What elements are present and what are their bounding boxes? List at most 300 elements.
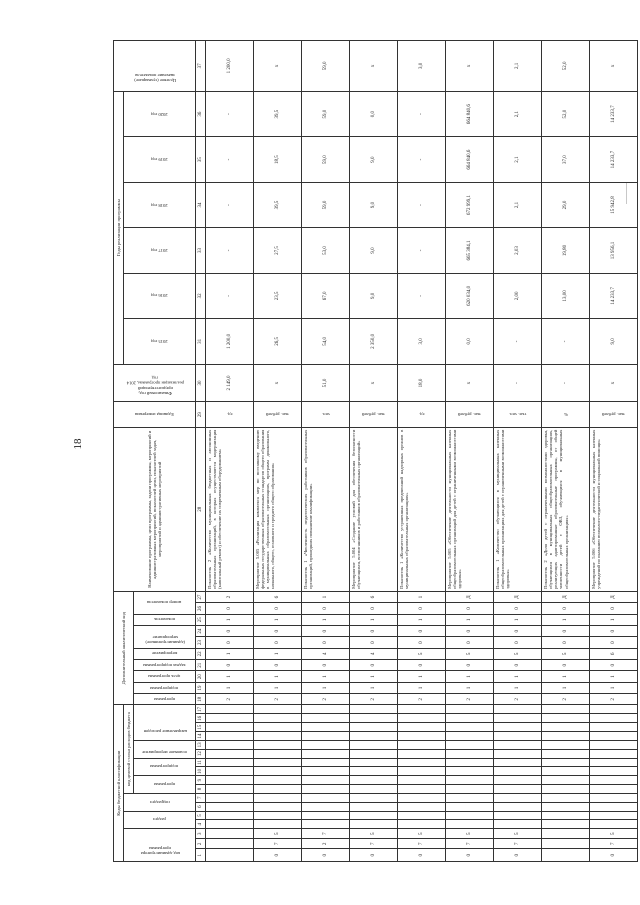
code-digit [254,793,302,802]
code-digit: 0 [446,660,494,671]
code-digit [494,749,542,758]
row-unit: тыс. рублей [446,402,494,427]
column-number: 35 [196,137,206,182]
code-digit [494,820,542,829]
code-digit: 0 [398,849,446,862]
code-digit: 0 [398,603,446,614]
code-digit [494,732,542,741]
code-digit [590,811,638,820]
row-finance-2014: х [350,364,398,402]
code-digit [590,732,638,741]
row-name: Показатель 2 «Количество муниципальных бюджетных и автономных образовательных организаций, в которых осуществляется модернизация (капитальный ремонт) и обеспечение их современным оборудованием» [206,427,254,591]
column-number: 19 [196,682,206,693]
row-finance-2014: х [590,364,638,402]
row-year-value: 14 233,7 [590,273,638,318]
code-digit: 7 [350,839,398,849]
code-digit [590,793,638,802]
row-year-value: 14 233,7 [590,91,638,137]
column-number: 2 [196,839,206,849]
row-name: Показатель 1 «Численность педагогических работников образовательных организаций, прошедших повышение квалификации» [302,427,350,591]
code-digit [254,802,302,811]
code-digit: 0 [254,660,302,671]
code-digit [254,776,302,785]
row-year-value: 18,5 [254,137,302,182]
column-number: 34 [196,182,206,227]
finance-column-header: Финансовый год, предшествующий реализации программы, 2014 год [114,364,196,402]
code-digit: 5 [350,829,398,839]
row-unit: тыс. рублей [350,402,398,427]
table-row [494,41,542,862]
code-digit: 5 [254,829,302,839]
row-year-value: - [398,273,446,318]
code-digit: 2 [302,839,350,849]
code-digit [302,749,350,758]
code-digit [542,740,590,749]
code-digit [542,849,590,862]
code-digit [350,758,398,767]
code-digit [446,705,494,714]
code-digit: 0 [542,660,590,671]
code-digit [494,767,542,776]
code-digit [254,767,302,776]
code-digit: 1 [206,682,254,693]
code-digit [206,839,254,849]
row-unit: % [542,402,590,427]
code-digit: 1 [446,614,494,625]
code-digit: 0 [590,603,638,614]
code-digit [446,820,494,829]
code-digit [206,793,254,802]
code-digit: 2 [446,694,494,705]
code-digit [446,714,494,723]
code-digit [302,785,350,794]
code-digit: 0 [494,849,542,862]
code-digit [398,758,446,767]
code-digit: 5 [398,648,446,659]
code-digit: 0 [350,849,398,862]
kbk-col-program: программа [134,776,196,794]
code-digit: 5 [398,829,446,839]
code-digit [590,767,638,776]
code-digit [350,785,398,794]
code-digit [446,767,494,776]
code-digit: 7 [494,839,542,849]
row-unit: ед. [398,402,446,427]
row-year-value: 59,0 [302,182,350,227]
code-digit [494,723,542,732]
code-digit: 0 [302,603,350,614]
code-digit [206,820,254,829]
code-digit [590,740,638,749]
code-digit [206,776,254,785]
code-digit: 6 [254,591,302,602]
kbk-subgroup-header: код целевой статьи расходов бюджета [124,705,134,793]
row-year-value: 39,5 [254,182,302,227]
code-digit: 0 [254,603,302,614]
row-year-value: 2,1 [494,182,542,227]
row-final-value: х [350,41,398,92]
code-digit: 0 [494,637,542,648]
code-digit: 0 [206,625,254,636]
column-number: 8 [196,785,206,794]
table-row [542,41,590,862]
column-number: 3 [196,829,206,839]
code-digit [542,829,590,839]
code-digit [398,820,446,829]
code-digit [494,758,542,767]
row-unit: тыс. рублей [590,402,638,427]
row-year-value: - [398,137,446,182]
code-digit: 5 [590,829,638,839]
code-digit: 1 [206,614,254,625]
code-digit: 1 [398,671,446,682]
code-digit [206,785,254,794]
code-digit [254,820,302,829]
row-year-value: 0,0 [446,319,494,364]
code-digit [398,811,446,820]
code-digit: 0 [590,849,638,862]
code-digit [254,758,302,767]
row-year-value: 9,0 [590,319,638,364]
program-table [113,40,638,862]
code-digit: Д [494,591,542,602]
column-number: 22 [196,648,206,659]
year-header-2016: 2016 год [124,273,196,318]
row-year-value: 53,0 [302,228,350,273]
kbk-col-section: раздел [124,811,196,829]
extra-col-subprogram: подпрограмма [134,682,196,693]
row-year-value: 52,0 [542,91,590,137]
code-digit [206,802,254,811]
code-digit: 0 [302,849,350,862]
code-digit: 4 [302,648,350,659]
code-digit [206,758,254,767]
code-digit [206,723,254,732]
row-year-value: 2 350,0 [350,319,398,364]
code-digit [542,785,590,794]
code-digit [398,705,446,714]
code-digit: 7 [398,839,446,849]
row-year-value: - [206,273,254,318]
column-number: 10 [196,767,206,776]
row-unit: ед. [206,402,254,427]
row-name: Мероприятие 5.005 «Обеспечение деятельности муниципальных казенных общеобразовательных организаций для детей с ограниченными возможностями здоровья» [446,427,494,591]
code-digit: 0 [446,603,494,614]
row-year-value: 2,1 [494,91,542,137]
code-digit [542,705,590,714]
code-digit: 7 [254,839,302,849]
year-header-2020: 2020 год [124,91,196,137]
code-digit [254,705,302,714]
kbk-col-admin: код администратора программы [124,829,196,862]
code-digit [350,802,398,811]
extra-code-group-header: Дополнительный аналитический код [114,591,134,705]
code-digit [446,723,494,732]
code-digit [494,776,542,785]
code-digit [542,802,590,811]
row-year-value: 2,03 [494,228,542,273]
code-digit [590,749,638,758]
code-digit: 1 [302,591,350,602]
row-finance-2014: 51,0 [302,364,350,402]
table-row [350,41,398,862]
code-digit: 2 [398,694,446,705]
column-number: 23 [196,637,206,648]
table-row [254,41,302,862]
column-number: 26 [196,603,206,614]
row-year-value: 1 200,0 [206,319,254,364]
code-digit: 2 [254,694,302,705]
row-final-value: 2,1 [494,41,542,92]
extra-col-task: задача подпрограммы [134,660,196,671]
code-digit: 0 [494,660,542,671]
code-digit [542,758,590,767]
code-digit: 2 [302,694,350,705]
row-year-value: 23,5 [254,273,302,318]
final-column-header: Целевое (суммарное) значение показателя [114,41,196,92]
row-final-value: х [254,41,302,92]
code-digit [206,749,254,758]
code-digit [398,723,446,732]
column-number-row [196,41,206,862]
column-number: 33 [196,228,206,273]
code-digit: 1 [494,614,542,625]
row-year-value: 3,0 [398,319,446,364]
code-digit [398,793,446,802]
row-finance-2014: х [446,364,494,402]
code-digit [254,740,302,749]
code-digit [398,767,446,776]
code-digit [446,749,494,758]
code-digit: 1 [254,671,302,682]
code-digit: 0 [398,660,446,671]
code-digit: 5 [542,648,590,659]
row-year-value: - [206,228,254,273]
code-digit: 0 [206,637,254,648]
code-digit [254,811,302,820]
column-number: 20 [196,671,206,682]
column-number: 30 [196,364,206,402]
extra-col-admin-event: (административное) мероприятие [134,625,196,648]
column-number: 24 [196,625,206,636]
row-year-value: 13,00 [542,273,590,318]
row-year-value: 37,0 [542,137,590,182]
table-row [398,41,446,862]
code-digit [542,749,590,758]
column-number: 36 [196,91,206,137]
code-digit: 2 [542,694,590,705]
code-digit: Д [542,591,590,602]
row-year-value: 9,0 [350,182,398,227]
rotated-table-container [113,40,625,862]
code-digit [542,820,590,829]
row-name: Показатель 1 «Количество устраненных предписаний надзорных органов в муниципальных образовательных организациях» [398,427,446,591]
code-digit [206,714,254,723]
code-digit [206,849,254,862]
code-digit [542,723,590,732]
code-digit [542,776,590,785]
code-digit: 1 [590,614,638,625]
code-digit [350,740,398,749]
row-final-value: 1 200,0 [206,41,254,92]
row-year-value: 620 034,0 [446,273,494,318]
code-digit: 2 [206,591,254,602]
code-digit [302,714,350,723]
code-digit: 1 [350,682,398,693]
code-digit [254,732,302,741]
column-number: 15 [196,723,206,732]
code-digit [302,820,350,829]
code-digit [302,758,350,767]
unit-column-header: Единица измерения [114,402,196,427]
code-digit [542,793,590,802]
code-digit: 0 [350,625,398,636]
row-final-value: 59,0 [302,41,350,92]
code-digit: 0 [590,625,638,636]
code-digit: 5 [494,648,542,659]
code-digit: 1 [542,682,590,693]
code-digit [302,767,350,776]
row-finance-2014: - [494,364,542,402]
code-digit [350,723,398,732]
code-digit: 6 [590,648,638,659]
row-year-value: 39,5 [254,91,302,137]
code-digit: 1 [494,671,542,682]
code-digit [542,714,590,723]
row-year-value: 672 999,1 [446,182,494,227]
code-digit: 0 [254,637,302,648]
code-digit [398,740,446,749]
table-body [206,41,638,862]
code-digit: 1 [206,671,254,682]
row-final-value: 52,0 [542,41,590,92]
row-year-value: - [542,319,590,364]
row-year-value: 9,0 [350,228,398,273]
kbk-col-direction: направление расходов [134,705,196,740]
row-unit: тыс. рублей [254,402,302,427]
extra-col-program: программа [134,694,196,705]
row-year-value: - [206,137,254,182]
code-digit [590,820,638,829]
rotated-page [113,40,625,862]
code-digit: 0 [494,603,542,614]
code-digit [590,758,638,767]
row-finance-2014: х [254,364,302,402]
row-year-value: - [398,91,446,137]
code-digit [590,776,638,785]
row-finance-2014: - [542,364,590,402]
kbk-col-subsection: подраздел [124,793,196,811]
code-digit: 1 [302,671,350,682]
code-digit [254,749,302,758]
row-name: Показатель 2 «Доля детей с ограниченными возможностями здоровья, обучающихся в муниципальных общеобразовательных организациях, реализующих адаптированные образовательные программы, от общей численности детей с ОВЗ, обучающихся в муниципальных общеобразовательных организациях» [542,427,590,591]
kbk-col-subprogram: подпрограмма [134,758,196,776]
code-digit: 1 [254,682,302,693]
code-digit [206,767,254,776]
code-digit [542,811,590,820]
column-number: 31 [196,319,206,364]
code-digit: 1 [494,682,542,693]
row-year-value: 9,0 [350,273,398,318]
row-name: Мероприятие 5.005 «Реализация комплекса мер по поэтапному введению федеральных государственных образовательных стандартов общего образования в муниципальных образовательных организациях, программ дошкольного, начального, общего, основного и среднего общего образования» [254,427,302,591]
row-year-value: 29,0 [542,182,590,227]
code-digit: 0 [302,637,350,648]
code-digit: 0 [542,625,590,636]
row-year-value: 664 840,6 [446,91,494,137]
table-row [302,41,350,862]
row-year-value: 2,1 [494,137,542,182]
code-digit [350,776,398,785]
code-digit [398,785,446,794]
code-digit [590,714,638,723]
code-digit: 2 [206,694,254,705]
code-digit: 0 [446,849,494,862]
year-header-2017: 2017 год [124,228,196,273]
code-digit [590,705,638,714]
code-digit [302,776,350,785]
column-number: 12 [196,749,206,758]
column-number: 16 [196,714,206,723]
code-digit [398,776,446,785]
code-digit [542,732,590,741]
code-digit [302,740,350,749]
column-number: 32 [196,273,206,318]
row-year-value: - [206,91,254,137]
code-digit [350,793,398,802]
code-digit: 1 [590,682,638,693]
column-number: 29 [196,402,206,427]
code-digit: 6 [350,591,398,602]
code-digit [302,705,350,714]
code-digit [446,732,494,741]
column-number: 4 [196,820,206,829]
code-digit [254,785,302,794]
code-digit [302,811,350,820]
column-number: 11 [196,758,206,767]
kbk-group-header: Коды бюджетной классификации [114,705,124,862]
code-digit: 0 [350,603,398,614]
column-number: 25 [196,614,206,625]
code-digit: Д [446,591,494,602]
code-digit [398,749,446,758]
row-year-value: 14 233,7 [590,137,638,182]
page-number: 18 [72,438,84,450]
code-digit [446,811,494,820]
code-digit [542,767,590,776]
kbk-col-main-event: основное мероприятие [134,740,196,758]
code-digit: 1 [398,591,446,602]
row-year-value: 27,5 [254,228,302,273]
table-row [590,41,638,862]
code-digit: 0 [398,625,446,636]
column-number: 14 [196,732,206,741]
years-group-header: Годы реализации программы [114,91,124,364]
code-digit: 0 [350,660,398,671]
code-digit: 1 [254,614,302,625]
code-digit [590,785,638,794]
code-digit: 0 [302,625,350,636]
row-year-value: 19,80 [542,228,590,273]
code-digit [350,820,398,829]
code-digit: 2 [590,694,638,705]
code-digit [302,732,350,741]
row-year-value: 0,0 [350,91,398,137]
code-digit [254,714,302,723]
code-digit [494,793,542,802]
code-digit [446,785,494,794]
code-digit [446,793,494,802]
row-year-value: 26,5 [254,319,302,364]
